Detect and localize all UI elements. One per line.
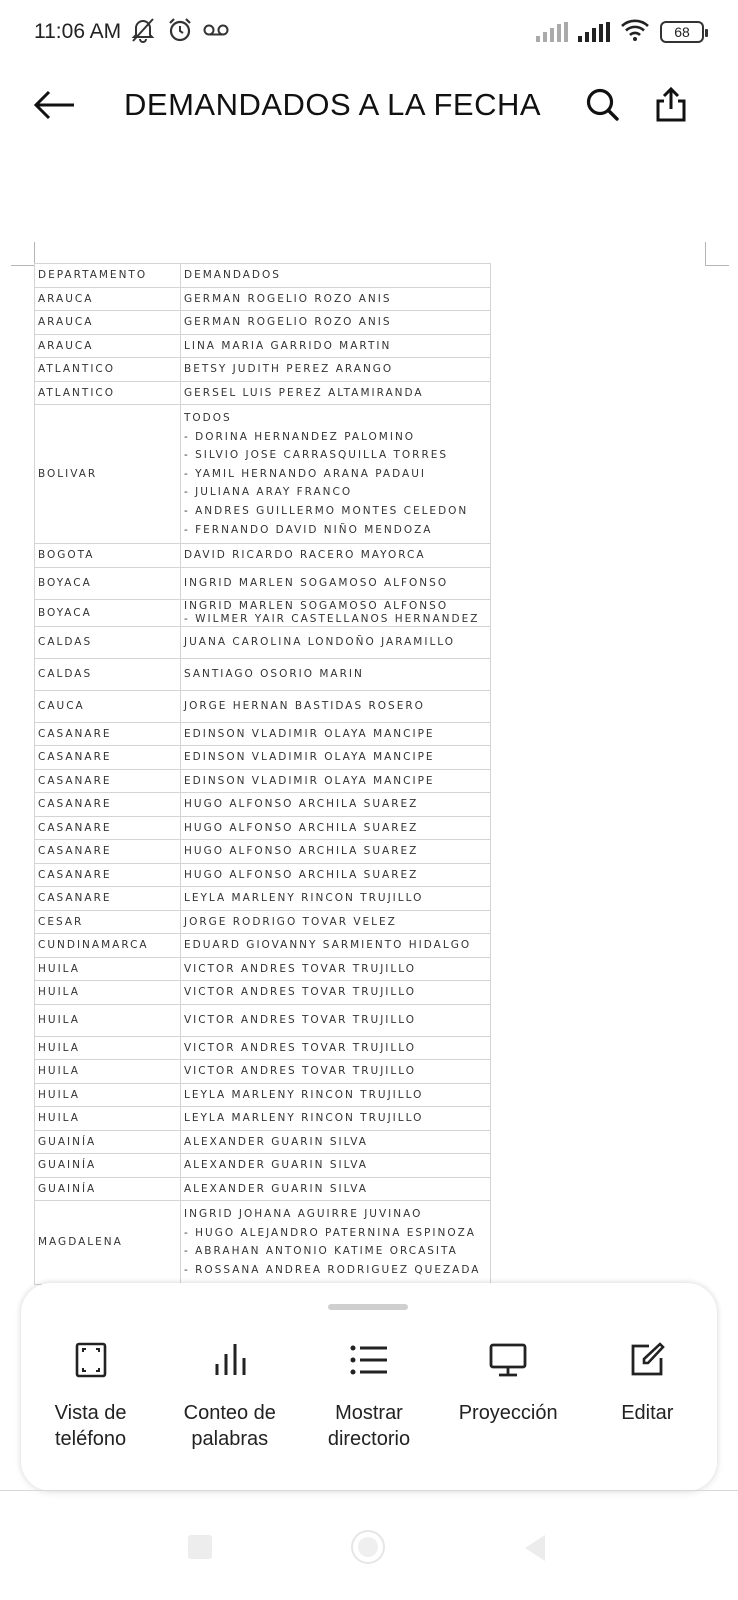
recents-icon[interactable] [188,1535,212,1559]
demandados-cell: VICTOR ANDRES TOVAR TRUJILLO [181,957,491,981]
table-row [35,358,491,382]
sheet-handle[interactable] [328,1304,408,1310]
departamento-cell: HUILA [35,1107,181,1131]
demandado-line: - SILVIO JOSE CARRASQUILLA TORRES [184,449,449,462]
table-row [35,311,491,335]
demandados-cell: JORGE RODRIGO TOVAR VELEZ [181,910,491,934]
departamento-cell: GUAINÍA [35,1177,181,1201]
demandados-cell: INGRID MARLEN SOGAMOSO ALFONSO [181,567,491,599]
edit-label: Editar [621,1402,674,1424]
share-button[interactable] [648,84,694,130]
table-row [35,722,491,746]
column-header: DEPARTAMENTO [35,264,181,288]
back-button[interactable] [30,84,78,130]
table-row [35,934,491,958]
demandado-line: - FERNANDO DAVID NIÑO MENDOZA [184,523,433,536]
table-row [35,746,491,770]
departamento-cell: BOYACA [35,567,181,599]
departamento-cell: CASANARE [35,793,181,817]
wifi-icon [620,18,650,47]
table-row [35,405,491,544]
projection-icon [489,1338,527,1382]
table-row [35,793,491,817]
search-icon [585,87,621,128]
back-icon[interactable] [525,1535,545,1561]
title-bar [0,70,738,144]
edit-button[interactable] [578,1338,717,1452]
demandados-cell: SANTIAGO OSORIO MARIN [181,658,491,690]
demandados-cell: VICTOR ANDRES TOVAR TRUJILLO [181,1004,491,1036]
departamento-cell: CUNDINAMARCA [35,934,181,958]
signal-icon [536,22,568,42]
demandado-line: - WILMER YAIR CASTELLANOS HERNANDEZ [184,612,480,625]
demandado-line: INGRID JOHANA AGUIRRE JUVINAO [184,1208,423,1221]
word-count-icon [212,1338,248,1382]
departamento-cell: GUAINÍA [35,1154,181,1178]
table-row [35,1154,491,1178]
demandados-cell: LEYLA MARLENY RINCON TRUJILLO [181,1083,491,1107]
table-row [35,599,491,626]
phone-view-label: Vista de teléfono [54,1402,127,1450]
table-row [35,1060,491,1084]
table-row [35,1177,491,1201]
projection-label: Proyección [458,1402,558,1424]
demandados-cell: HUGO ALFONSO ARCHILA SUAREZ [181,793,491,817]
projection-button[interactable] [439,1338,578,1452]
demandados-cell: LINA MARIA GARRIDO MARTIN [181,334,491,358]
table-row [35,863,491,887]
battery-level: 68 [674,24,690,40]
demandados-cell: GERMAN ROGELIO ROZO ANIS [181,287,491,311]
table-row [35,1130,491,1154]
table-row [35,287,491,311]
demandados-cell: DAVID RICARDO RACERO MAYORCA [181,544,491,568]
demandado-line: TODOS [184,412,232,424]
demandados-cell: LEYLA MARLENY RINCON TRUJILLO [181,1107,491,1131]
table-row [35,816,491,840]
departamento-cell: BOGOTA [35,544,181,568]
departamento-cell: CALDAS [35,626,181,658]
departamento-cell: ATLANTICO [35,358,181,382]
table-row [35,1004,491,1036]
demandados-cell [181,405,491,544]
demandados-cell: EDINSON VLADIMIR OLAYA MANCIPE [181,769,491,793]
arrow-left-icon [32,90,76,125]
table-row [35,544,491,568]
page-corner-mark [705,242,729,266]
demandados-cell: VICTOR ANDRES TOVAR TRUJILLO [181,1060,491,1084]
demandados-cell: EDINSON VLADIMIR OLAYA MANCIPE [181,746,491,770]
departamento-cell: CASANARE [35,769,181,793]
document-view[interactable] [0,150,738,1290]
table-row [35,840,491,864]
table-row [35,981,491,1005]
demandados-cell: ALEXANDER GUARIN SILVA [181,1177,491,1201]
page-corner-mark [11,242,35,266]
demandados-cell: ALEXANDER GUARIN SILVA [181,1130,491,1154]
demandado-line: - JULIANA ARAY FRANCO [184,486,353,499]
demandados-cell: EDINSON VLADIMIR OLAYA MANCIPE [181,722,491,746]
bottom-sheet [21,1283,717,1491]
alarm-clock-icon [167,17,193,48]
departamento-cell: HUILA [35,1060,181,1084]
demandados-cell: VICTOR ANDRES TOVAR TRUJILLO [181,1036,491,1060]
departamento-cell: HUILA [35,981,181,1005]
demandados-cell: HUGO ALFONSO ARCHILA SUAREZ [181,816,491,840]
share-icon [654,87,688,128]
departamento-cell: ATLANTICO [35,381,181,405]
page-title: DEMANDADOS A LA FECHA [124,87,542,122]
demandados-cell: HUGO ALFONSO ARCHILA SUAREZ [181,863,491,887]
demandado-line: INGRID MARLEN SOGAMOSO ALFONSO [184,599,449,612]
column-header: DEMANDADOS [181,264,491,288]
demandados-table [34,263,491,1285]
mute-alarm-icon [129,17,157,48]
table-row [35,690,491,722]
table-row [35,567,491,599]
table-row [35,626,491,658]
departamento-cell: MAGDALENA [35,1201,181,1284]
departamento-cell: GUAINÍA [35,1130,181,1154]
divider [0,1490,738,1491]
demandado-line: - DORINA HERNANDEZ PALOMINO [184,430,416,443]
table-row [35,334,491,358]
word-count-button[interactable] [160,1338,299,1452]
demandados-cell: JORGE HERNAN BASTIDAS ROSERO [181,690,491,722]
demandados-cell [181,599,491,626]
departamento-cell: ARAUCA [35,311,181,335]
departamento-cell: CASANARE [35,722,181,746]
departamento-cell: CASANARE [35,816,181,840]
demandados-cell: VICTOR ANDRES TOVAR TRUJILLO [181,981,491,1005]
phone-view-button[interactable] [21,1338,160,1452]
demandado-line: - ROSSANA ANDREA RODRIGUEZ QUEZADA [184,1263,481,1276]
demandados-cell: EDUARD GIOVANNY SARMIENTO HIDALGO [181,934,491,958]
demandado-line: - ANDRES GUILLERMO MONTES CELEDON [184,504,469,517]
voicemail-icon [203,22,229,43]
departamento-cell: CASANARE [35,840,181,864]
departamento-cell: CASANARE [35,887,181,911]
word-count-label: Conteo de palabras [183,1402,276,1450]
departamento-cell: BOLIVAR [35,405,181,544]
departamento-cell: HUILA [35,957,181,981]
status-time: 11:06 AM [34,20,122,43]
departamento-cell: HUILA [35,1083,181,1107]
table-row [35,887,491,911]
directory-label: Mostrar directorio [327,1402,411,1450]
home-icon[interactable] [351,1530,385,1564]
departamento-cell: CALDAS [35,658,181,690]
table-row [35,381,491,405]
demandados-cell [181,1201,491,1284]
status-bar [0,0,738,64]
departamento-cell: HUILA [35,1004,181,1036]
demandados-cell: LEYLA MARLENY RINCON TRUJILLO [181,887,491,911]
signal-icon [578,22,610,42]
demandado-line: - ABRAHAN ANTONIO KATIME ORCASITA [184,1245,458,1258]
demandados-cell: GERSEL LUIS PEREZ ALTAMIRANDA [181,381,491,405]
table-row [35,769,491,793]
demandado-line: - HUGO ALEJANDRO PATERNINA ESPINOZA [184,1226,476,1239]
table-row [35,910,491,934]
table-row [35,1036,491,1060]
directory-button[interactable] [299,1338,438,1452]
table-row [35,1107,491,1131]
demandados-cell: BETSY JUDITH PEREZ ARANGO [181,358,491,382]
departamento-cell: CASANARE [35,863,181,887]
demandado-line: - YAMIL HERNANDO ARANA PADAUI [184,467,426,480]
search-button[interactable] [580,84,626,130]
departamento-cell: ARAUCA [35,334,181,358]
directory-icon [350,1338,388,1382]
table-row [35,1201,491,1284]
phone-view-icon [75,1338,107,1382]
departamento-cell: CASANARE [35,746,181,770]
departamento-cell: CAUCA [35,690,181,722]
demandados-cell: JUANA CAROLINA LONDOÑO JARAMILLO [181,626,491,658]
battery-icon [660,21,704,43]
demandados-cell: ALEXANDER GUARIN SILVA [181,1154,491,1178]
table-row [35,1083,491,1107]
departamento-cell: BOYACA [35,599,181,626]
demandados-cell: HUGO ALFONSO ARCHILA SUAREZ [181,840,491,864]
departamento-cell: ARAUCA [35,287,181,311]
edit-icon [629,1338,665,1382]
departamento-cell: HUILA [35,1036,181,1060]
table-row [35,957,491,981]
departamento-cell: CESAR [35,910,181,934]
table-header-row [35,264,491,288]
demandados-cell: GERMAN ROGELIO ROZO ANIS [181,311,491,335]
table-row [35,658,491,690]
